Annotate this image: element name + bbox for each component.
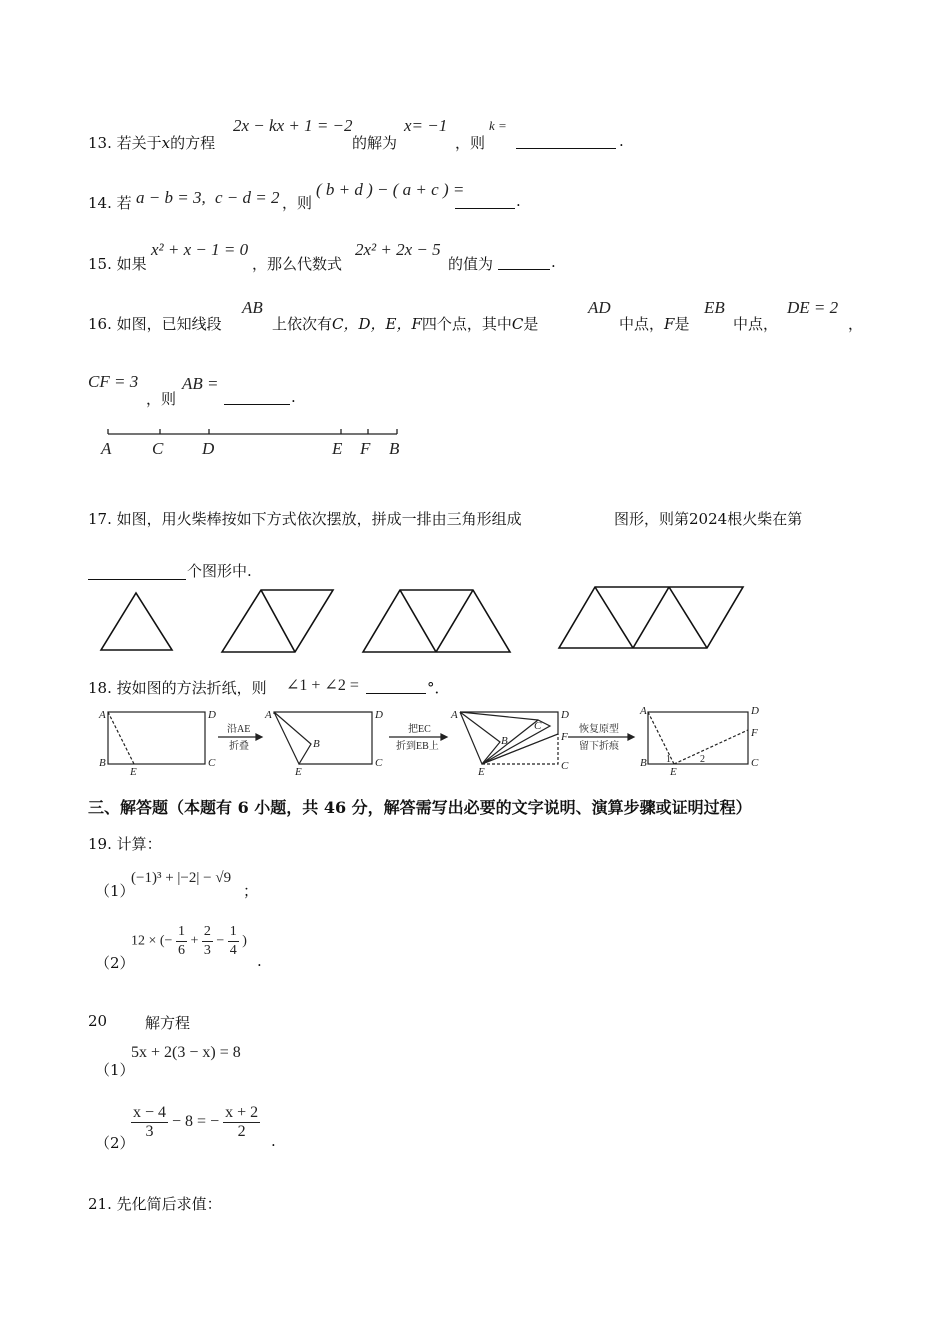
q18-expr: ∠1 + ∠2 =	[286, 677, 359, 694]
arrow3-head	[628, 734, 634, 740]
panel3-line-ef	[482, 734, 558, 764]
step3-line1: 恢复原型	[579, 724, 619, 735]
q20-frac2-den: 2	[237, 1123, 246, 1140]
q20-frac1	[131, 1104, 168, 1141]
q13-line	[88, 132, 215, 153]
q18-line	[88, 677, 267, 698]
panel2-rectangle	[274, 712, 372, 764]
q17-text2a: 图形，则第	[614, 510, 690, 528]
q16-number: 16.	[88, 315, 112, 333]
p4-angle-2: 2	[700, 754, 705, 765]
p1-label-a: A	[99, 709, 106, 721]
p1-label-d: D	[208, 709, 216, 721]
q14-text: 若	[116, 194, 132, 212]
q21-title: 先化简后求值：	[116, 1195, 222, 1213]
q17-text: 如图，用火柴棒按如下方式依次摆放，拼成一排由三角形组成	[116, 510, 522, 528]
q19-part2-prefix: 12 × (−	[131, 933, 173, 949]
step1-line1: 沿AE	[227, 724, 251, 735]
p4-label-f: F	[751, 727, 758, 739]
q17-text2	[614, 508, 802, 529]
p2-label-c: C	[375, 757, 383, 769]
figure-4-inner-line-2	[633, 587, 669, 648]
panel1-fold-line	[108, 712, 134, 764]
q17-text2b: 根火柴在第	[727, 510, 803, 528]
q16-text2c: 是	[523, 315, 539, 333]
q19-frac2-den: 3	[203, 943, 211, 958]
q16-text2b: 四个点，其中	[421, 315, 512, 333]
figure-4-inner-line-3	[669, 587, 707, 648]
q20-part1-expr: 5x + 2(3 − x) = 8	[131, 1044, 241, 1061]
panel3-outline	[460, 712, 558, 764]
q14-answer-blank[interactable]	[455, 194, 515, 213]
q15-number: 15.	[88, 255, 112, 273]
q16-cf: CF = 3	[88, 372, 139, 391]
label-d: D	[202, 439, 215, 458]
q13-text3: 的解为	[352, 134, 398, 152]
p4-label-c: C	[751, 757, 759, 769]
q20-frac1-num: x − 4	[133, 1104, 167, 1121]
q21-number: 21.	[88, 1195, 112, 1213]
arrow1-head	[256, 734, 262, 740]
q19-frac1	[176, 923, 187, 960]
q19-part1-semicolon: ；	[243, 882, 259, 900]
q17-line	[88, 508, 522, 529]
q14-eq2: c − d = 2	[215, 188, 280, 207]
q20-middle: − 8 = −	[172, 1113, 220, 1131]
q20-part2-expr	[131, 1104, 260, 1141]
q16-text3a: 中点，	[619, 315, 665, 333]
q14-text2: ，则	[282, 194, 313, 212]
p4-label-e: E	[670, 766, 677, 778]
q19-frac3-den: 4	[229, 943, 237, 958]
q18-end: °．	[427, 679, 450, 697]
p3-label-d: D	[561, 709, 569, 721]
q16-segment-figure	[95, 426, 415, 462]
q16-answer-blank[interactable]	[224, 390, 290, 409]
q16-eb: EB	[704, 298, 725, 317]
q15-answer-blank[interactable]	[498, 255, 550, 274]
q16-f: F	[664, 315, 675, 333]
q14-end: .	[516, 192, 521, 210]
q16-de: DE = 2	[787, 298, 839, 317]
q16-text5: ，则	[146, 390, 177, 408]
step1-line2: 折叠	[229, 741, 249, 752]
q13-text2: 的方程	[170, 134, 216, 152]
q20-part2-label: （2）	[95, 1134, 135, 1152]
q16-abq: AB =	[182, 374, 219, 393]
q20-number: 20	[88, 1012, 108, 1030]
arrow2-head	[441, 734, 447, 740]
q16-text4: 中点，	[733, 315, 779, 333]
q13-text4: ，则	[455, 134, 486, 152]
q19-frac2-num: 2	[202, 923, 213, 942]
q15-line	[88, 253, 147, 274]
q15-text2: ，那么代数式	[252, 255, 343, 273]
q20-part2-end: .	[271, 1132, 276, 1150]
q20-part1-label: （1）	[95, 1061, 135, 1079]
q18-number: 18.	[88, 679, 112, 697]
q15-end: .	[551, 253, 556, 271]
p3-label-a: A	[451, 709, 458, 721]
p3-label-c2: C	[561, 760, 569, 772]
q19-frac1-num: 1	[176, 923, 187, 942]
q16-line	[88, 313, 222, 334]
panel1-rectangle	[108, 712, 205, 764]
q19-plus: +	[190, 933, 199, 949]
p2-label-d: D	[375, 709, 383, 721]
q13-end: .	[619, 132, 624, 150]
p1-label-c: C	[208, 757, 216, 769]
q16-text2	[272, 313, 538, 334]
p3-label-c: C	[534, 720, 542, 732]
p4-angle-1: 1	[666, 754, 671, 765]
label-b: B	[389, 439, 400, 458]
q13-solution: x= −1	[404, 116, 448, 135]
q19-frac3-num: 1	[228, 923, 239, 942]
q19-frac3	[228, 923, 239, 960]
q14-line	[88, 192, 132, 213]
q15-text3: 的值为	[448, 255, 494, 273]
q13-var-x: x	[161, 134, 171, 152]
q18-folding-figure	[96, 704, 776, 778]
p3-label-b: B	[501, 735, 508, 747]
q14-expr: ( b + d ) − ( a + c ) =	[316, 180, 465, 199]
q16-ab: AB	[242, 298, 263, 317]
q19-part2-label: （2）	[95, 954, 135, 972]
panel3-triangle-ab	[460, 712, 500, 764]
q19-number: 19.	[88, 835, 112, 853]
figure-4-inner-line-1	[595, 587, 633, 648]
p1-label-b: B	[99, 757, 106, 769]
q19-minus: −	[216, 933, 225, 949]
q19-frac2	[202, 923, 213, 960]
q19-close-paren: )	[242, 933, 247, 949]
q14-number: 14.	[88, 194, 112, 212]
q17-number-2024: 2024	[689, 510, 728, 528]
label-c: C	[152, 439, 164, 458]
p2-label-b: B	[313, 738, 320, 750]
p3-label-f: F	[561, 731, 568, 743]
label-e: E	[332, 439, 343, 458]
p4-label-d: D	[751, 705, 759, 717]
p2-label-a: A	[265, 709, 272, 721]
q19-part2-expr	[131, 923, 247, 960]
figure-2-inner-line	[261, 590, 295, 652]
label-f: F	[360, 439, 371, 458]
q16-end: .	[291, 388, 296, 406]
panel4-rectangle	[648, 712, 748, 764]
p1-label-e: E	[130, 766, 137, 778]
q16-text3	[619, 313, 689, 334]
q19-part1-label: （1）	[95, 882, 135, 900]
q15-expr: 2x² + 2x − 5	[355, 240, 441, 259]
q18-answer-blank[interactable]	[366, 679, 426, 698]
panel4-crease-ef	[674, 730, 748, 764]
q20-frac2-num: x + 2	[225, 1104, 259, 1121]
q16-text2a: 上依次有	[272, 315, 333, 333]
p4-label-a: A	[640, 705, 647, 717]
panel2-folded-triangle	[274, 712, 311, 764]
q18-text: 按如图的方法折纸，则	[116, 679, 267, 697]
q17-number: 17.	[88, 510, 112, 528]
q16-points: C，D，E，F	[332, 315, 422, 333]
q14-eq1: a − b = 3,	[136, 188, 206, 207]
figure-1-triangle	[101, 593, 172, 650]
step3-line2: 留下折痕	[579, 741, 619, 752]
q15-text: 如果	[116, 255, 147, 273]
q13-equation: 2x − kx + 1 = −2	[233, 116, 353, 135]
figure-3-trapezoid	[363, 590, 510, 652]
label-a: A	[101, 439, 112, 458]
p3-label-e: E	[478, 766, 485, 778]
figure-3-inner-line-2	[436, 590, 473, 652]
q21-line	[88, 1193, 222, 1214]
q19-part2-end: .	[257, 952, 262, 970]
q20-frac1-den: 3	[145, 1123, 154, 1140]
q13-text: 若关于	[116, 134, 162, 152]
q17-matchstick-figure	[95, 582, 755, 654]
q16-comma: ，	[848, 315, 864, 333]
q13-k: k =	[489, 118, 507, 133]
q19-frac1-den: 6	[177, 943, 185, 958]
p4-label-b: B	[640, 757, 647, 769]
panel3-line-ac	[460, 712, 538, 720]
q17-text3: 个图形中.	[187, 562, 252, 580]
q20-frac2	[223, 1104, 260, 1141]
q19-line	[88, 833, 162, 854]
p2-label-e: E	[295, 766, 302, 778]
q16-text3b: 是	[674, 315, 690, 333]
q16-text: 如图，已知线段	[116, 315, 222, 333]
q19-part1-expr: (−1)³ + |−2| − √9	[131, 870, 232, 886]
q13-number: 13.	[88, 134, 112, 152]
q15-equation: x² + x − 1 = 0	[151, 240, 249, 259]
step2-line2: 折到EB上	[396, 741, 439, 752]
step2-line1: 把EC	[408, 724, 431, 735]
q19-title: 计算：	[116, 835, 162, 853]
section-3-heading: 三、解答题（本题有 6 小题，共 46 分，解答需写出必要的文字说明、演算步骤或证明过程）	[88, 798, 752, 817]
figure-3-inner-line-1	[400, 590, 436, 652]
q20-title: 解方程	[145, 1014, 191, 1032]
q16-c: C	[511, 315, 524, 333]
q16-ad: AD	[588, 298, 611, 317]
q13-answer-blank[interactable]	[516, 134, 616, 153]
